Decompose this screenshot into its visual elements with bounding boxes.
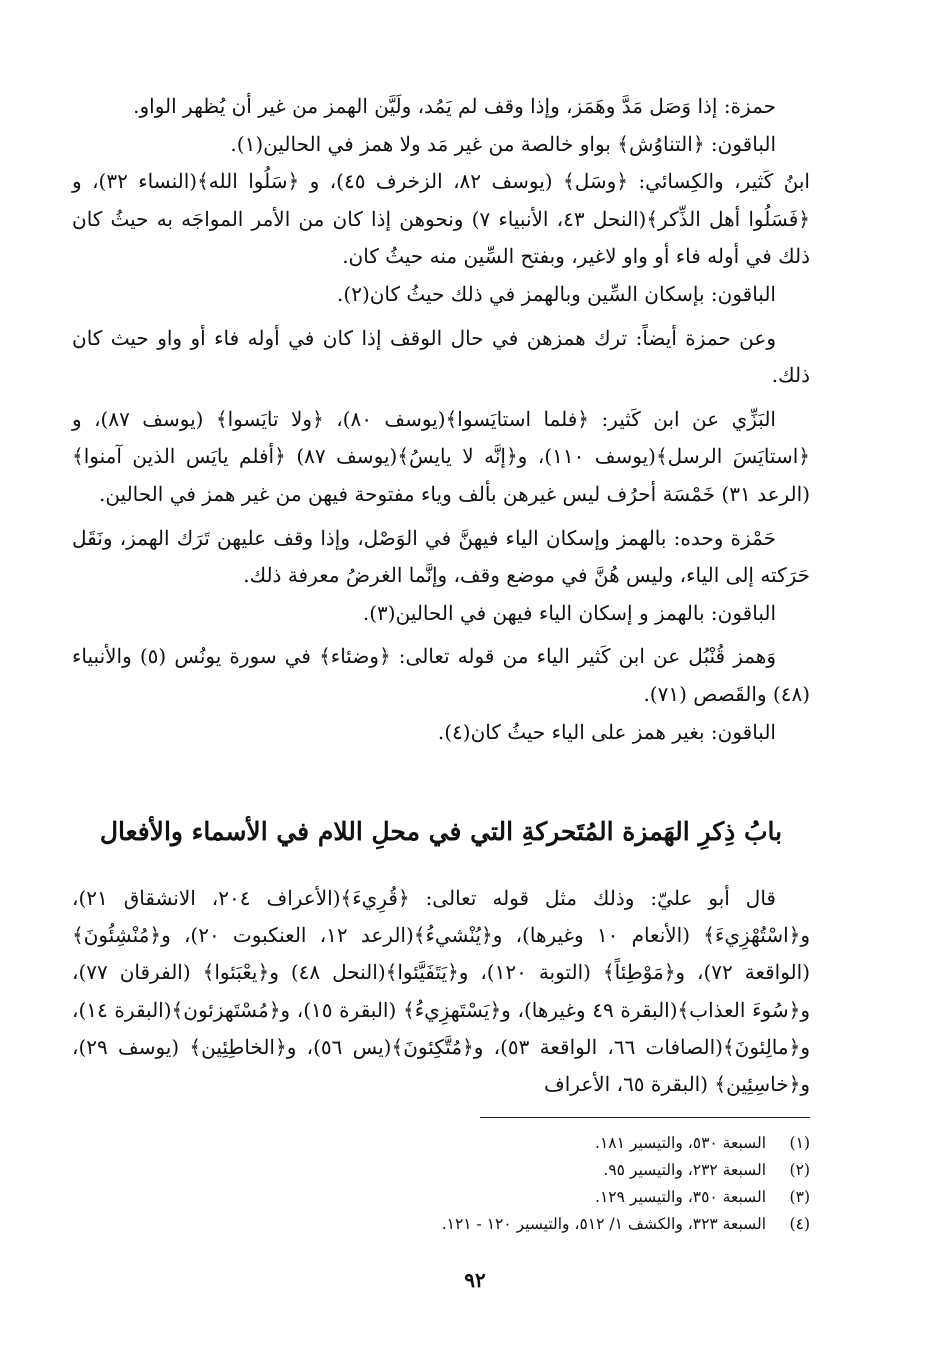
footnote (72, 1130, 810, 1157)
paragraph: ابنُ كَثير، والكِسائي: ﴿وسَل﴾ (يوسف ٨٢، الزخرف ٤٥)، و ﴿سَلُوا الله﴾(النساء ٣٢)، و ﴿فَسَلُوا أهل الذِّكر﴾(النحل ٤٣، الأنبياء ٧) ونحوهن إذا كان من الأمر المواجَه به حيثُ كان ذلك في أوله فاء أو واو لاغير، وبفتح السِّين منه حيثُ كان. (72, 169, 810, 269)
main-text (72, 88, 810, 751)
paragraph: قال أبو عليّ: وذلك مثل قوله تعالى: ﴿قُرِيءَ﴾(الأعراف ٢٠٤، الانشقاق ٢١)، و﴿اسْتُهْزِيءَ﴾ (الأنعام ١٠ وغيرها)، و﴿يُنْشيءُ﴾(الرعد ١٢، العنكبوت ٢٠)، و﴿مُنْشِئُونَ﴾ (الواقعة ٧٢)، و﴿مَوْطِئاً﴾ (التوبة ١٢٠)، و﴿يَتَفَيَّئوا﴾(النحل ٤٨) و﴿يعْبَئوا﴾ (الفرقان ٧٧)، و﴿سُوءَ العذاب﴾(البقرة ٤٩ وغيرها)، و﴿يَسْتَهزِيءُ﴾ (البقرة ١٥)، و﴿مُسْتَهزئون﴾(البقرة ١٤)، و﴿مالِئونَ﴾(الصافات ٦٦، الواقعة ٥٣)، و﴿مُتَّكِئونَ﴾(يس ٥٦)، و﴿الخاطِئِين﴾ (يوسف ٢٩)، و﴿خاسِئِين﴾ (البقرة ٦٥، الأعراف (72, 886, 811, 1097)
paragraph: الباقون: بالهمز و إسكان الياء فيهن في الحالين(٣). (362, 600, 776, 625)
footnotes (72, 1130, 810, 1238)
footnote-text: السبعة ٢٣٢، والتيسير ٩٥. (603, 1161, 766, 1179)
paragraph: الباقون: بغير همز على الياء حيثُ كان(٤). (437, 719, 776, 744)
footnote (72, 1211, 810, 1238)
page-number: ٩٢ (464, 1268, 486, 1292)
footnote-number: (١) (789, 1134, 810, 1152)
footnote-text: السبعة ٥٣٠، والتيسير ١٨١. (595, 1134, 766, 1152)
section-text (72, 880, 810, 1103)
section-heading: بابُ ذِكرِ الهَمزة المُتَحركةِ التي في محلِ اللام في الأسماء والأفعال (99, 817, 783, 846)
footnote-number: (٢) (789, 1161, 810, 1179)
footnote (72, 1184, 810, 1211)
paragraph: الباقون: بإسكان السِّين وبالهمز في ذلك حيثُ كان(٢). (337, 281, 776, 306)
footnote (72, 1157, 810, 1184)
footnote-number: (٣) (789, 1188, 810, 1206)
paragraph: حَمْزة وحده: بالهمز وإسكان الياء فيهنَّ في الوَصْل، وإذا وقف عليهن تَرَك الهمز، ونَقَل حَرَكته إلى الياء، وليس هُنَّ في موضع وقف، وإنَّما الغرضُ معرفة ذلك. (72, 525, 810, 588)
footnote-text: السبعة ٣٢٣، والكشف ١/ ٥١٢، والتيسير ١٢٠ - ١٢١. (441, 1215, 766, 1233)
paragraph: وَهمز قُنْبُل عن ابن كَثير الياء من قوله تعالى: ﴿وضئاء﴾ في سورة يونُس (٥) والأنبياء (٤٨) والقَصص (٧١). (72, 644, 810, 706)
footnote-divider (480, 1117, 810, 1118)
footnote-text: السبعة ٣٥٠، والتيسير ١٢٩. (595, 1188, 766, 1206)
paragraph: وعن حمزة أيضاً: ترك همزهن في حال الوقف إذا كان في أوله فاء أو واو حيث كان ذلك. (72, 325, 810, 388)
paragraph: الباقون: ﴿التناوُش﴾ بواو خالصة من غير مَد ولا همز في الحالين(١). (230, 131, 776, 156)
paragraph: البَزِّي عن ابن كَثير: ﴿فلما استايَسوا﴾(يوسف ٨٠)، ﴿ولا تايَسوا﴾ (يوسف ٨٧)، و ﴿استايَسَ الرسل﴾(يوسف ١١٠)، و﴿إنَّه لا يايسُ﴾(يوسف ٨٧) ﴿أفلم يايَس الذين آمنوا﴾(الرعد ٣١) خَمْسَة أحرُف ليس غيرهن بألف وياء مفتوحة فيهن من غير همز في الحالين. (72, 406, 810, 506)
footnote-number: (٤) (789, 1215, 810, 1233)
paragraph: حمزة: إذا وَصَل مَدَّ وهَمَز، وإذا وقف لم يَمُد، ولَيَّن الهمز من غير أن يُظهر الواو. (133, 94, 776, 118)
